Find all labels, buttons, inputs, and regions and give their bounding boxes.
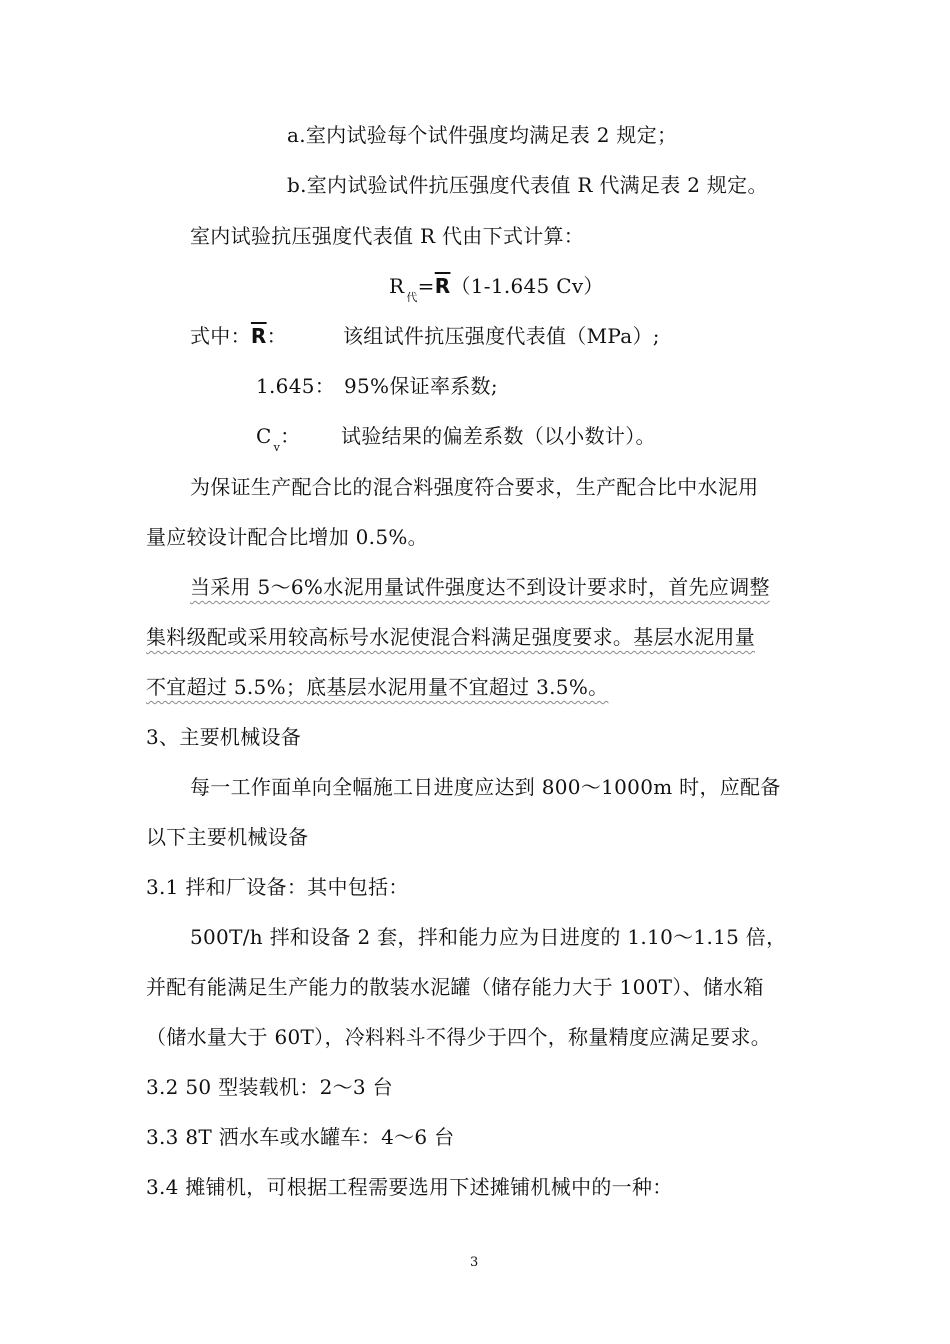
formula-subscript: 代	[406, 291, 418, 304]
legend-lead: 式中：	[190, 324, 251, 348]
section-3-1-line3: （储水量大于 60T），冷料料斗不得少于四个，称量精度应满足要求。	[146, 1025, 772, 1049]
para2-line1: 当采用 5～6%水泥用量试件强度达不到设计要求时，首先应调整	[190, 575, 770, 599]
legend-k-text: 95%保证率系数;	[344, 374, 498, 398]
para2-line2: 集料级配或采用较高标号水泥使混合料满足强度要求。基层水泥用量	[146, 625, 755, 649]
legend-cv-symbol: C	[256, 424, 272, 448]
para2-line3: 不宜超过 5.5%；底基层水泥用量不宜超过 3.5%。	[146, 675, 609, 699]
criteria-b: b.室内试验试件抗压强度代表值 R 代满足表 2 规定。	[287, 173, 768, 197]
legend-rbar-text: 该组试件抗压强度代表值（MPa）;	[343, 324, 660, 348]
formula-rbar: $\overline{R}$	[434, 274, 451, 298]
calc-intro: 室内试验抗压强度代表值 R 代由下式计算：	[190, 224, 585, 248]
page-number: 3	[470, 1255, 479, 1270]
section-3-1-line1: 500T/h 拌和设备 2 套，拌和能力应为日进度的 1.10～1.15 倍，	[190, 925, 787, 949]
section-3-4: 3.4 摊铺机，可根据工程需要选用下述摊铺机械中的一种：	[146, 1175, 673, 1199]
para1-line1: 为保证生产配合比的混合料强度符合要求，生产配合比中水泥用	[190, 475, 759, 499]
section-3-1-heading: 3.1 拌和厂设备：其中包括：	[146, 875, 409, 899]
formula-rest: （1-1.645 Cv）	[450, 274, 604, 298]
legend-rbar-colon: ：	[266, 324, 287, 348]
formula-equals: =	[417, 274, 435, 298]
legend-rbar-row	[190, 322, 287, 350]
legend-rbar-symbol: $\overline{R}$	[250, 324, 267, 348]
legend-cv-row	[256, 422, 300, 454]
legend-cv-colon: ：	[280, 424, 301, 448]
formula	[389, 272, 604, 304]
legend-cv-subscript: v	[273, 441, 281, 454]
section-3-2: 3.2 50 型装载机：2～3 台	[146, 1075, 393, 1099]
section-3-3: 3.3 8T 洒水车或水罐车：4～6 台	[146, 1125, 455, 1149]
formula-r: R	[389, 274, 405, 298]
criteria-a: a.室内试验每个试件强度均满足表 2 规定；	[287, 123, 678, 147]
section3-title: 3、主要机械设备	[146, 725, 302, 749]
section3-intro-line1: 每一工作面单向全幅施工日进度应达到 800～1000m 时，应配备	[190, 775, 781, 799]
legend-k-label: 1.645：	[256, 374, 336, 398]
section-3-1-line2: 并配有能满足生产能力的散装水泥罐（储存能力大于 100T）、储水箱	[146, 975, 764, 999]
legend-cv-text: 试验结果的偏差系数（以小数计）。	[341, 424, 656, 448]
para1-line2: 量应较设计配合比增加 0.5%。	[146, 525, 428, 549]
section3-intro-line2: 以下主要机械设备	[146, 825, 309, 849]
